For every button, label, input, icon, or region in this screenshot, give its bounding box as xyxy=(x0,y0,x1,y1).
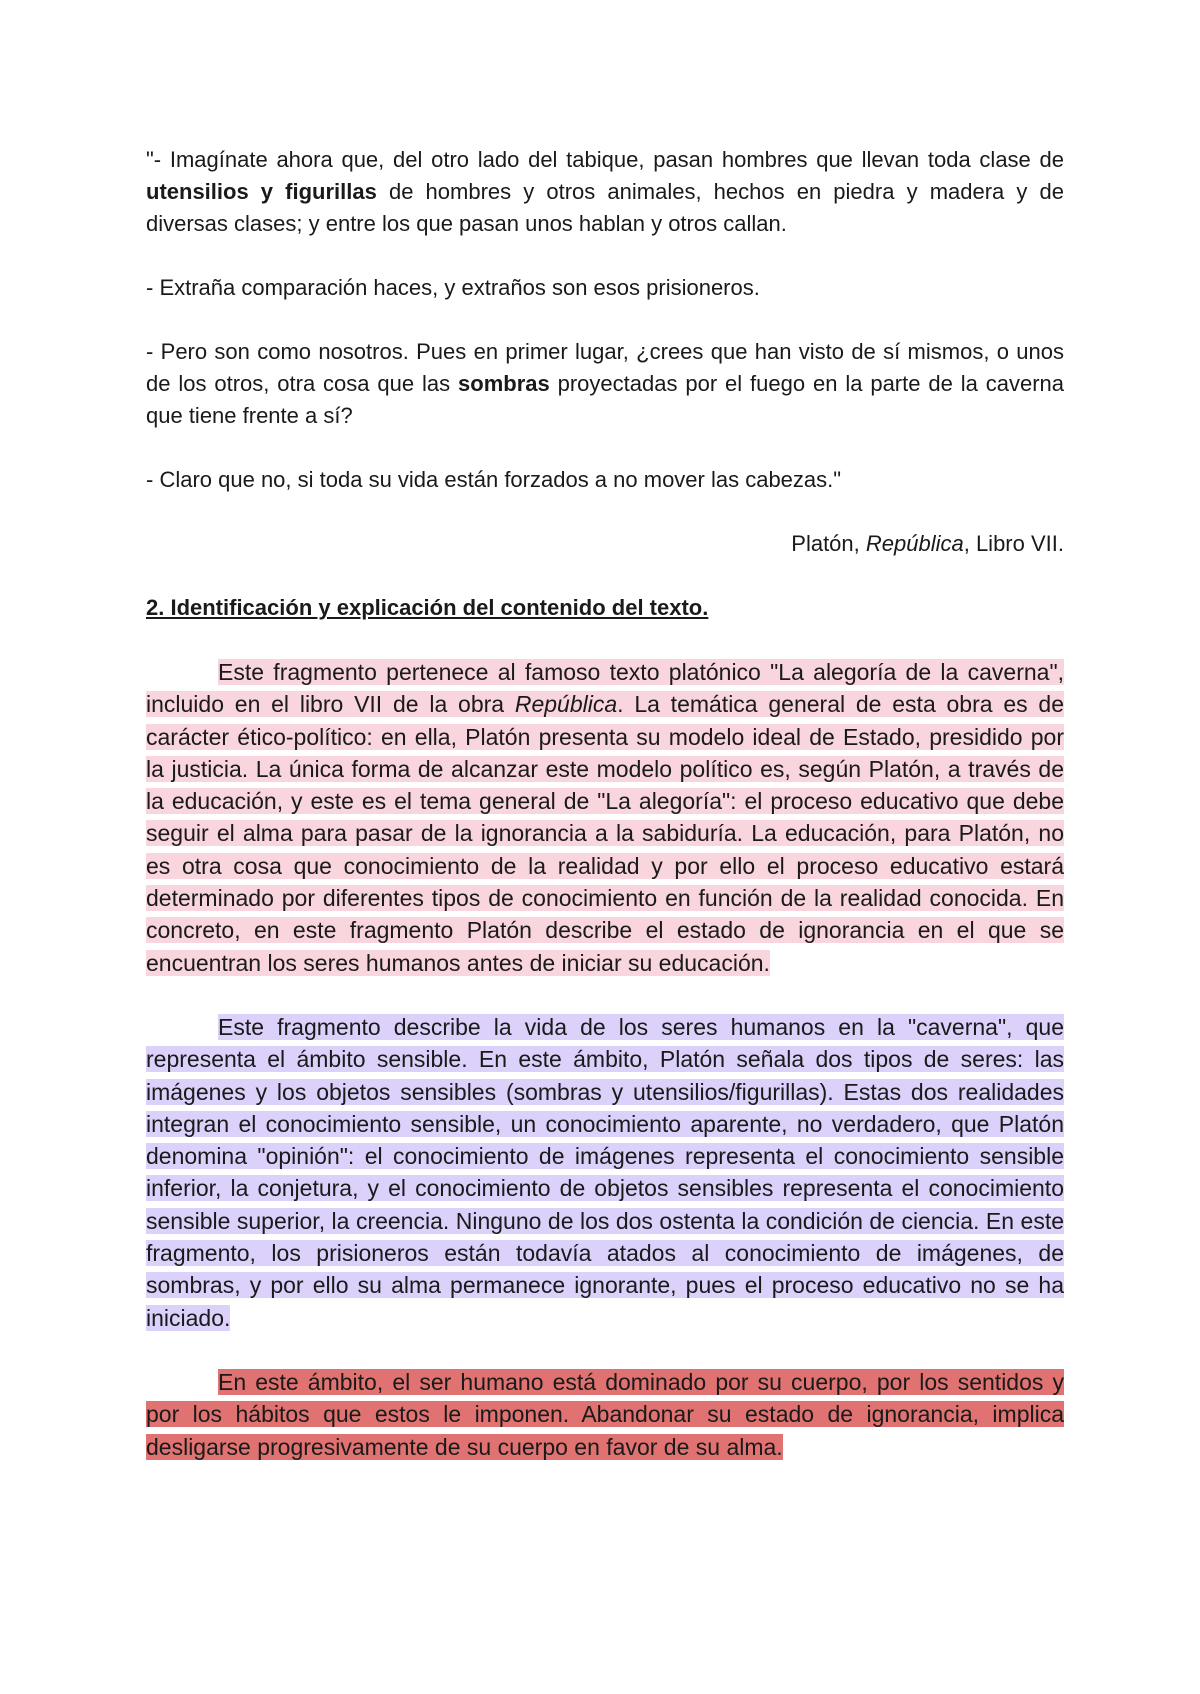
quote-text: "- Imagínate ahora que, del otro lado del tabique, pasan hombres que llevan toda clase de xyxy=(146,147,1064,172)
quote-paragraph-1 xyxy=(146,144,1064,240)
quote-paragraph-3 xyxy=(146,336,1064,432)
blank-line xyxy=(146,624,1064,656)
blank-line xyxy=(146,304,1064,336)
section-heading: 2. Identificación y explicación del contenido del texto. xyxy=(146,595,709,620)
paragraph-text: . La temática general de esta obra es de carácter ético-político: en ella, Platón presenta su modelo ideal de Estado, presidido por la justicia. La única forma de alcanzar este modelo político es, según Platón, a través de la educación, y este es el tema general de "La alegoría": el proceso educativo que debe seguir el alma para pasar de la ignorancia a la sabiduría. La educación, para Platón, no es otra cosa que conocimiento de la realidad y por ello el proceso educativo estará determinado por diferentes tipos de conocimiento en función de la realidad conocida. En concreto, en este fragmento Platón describe el estado de ignorancia en el que se encuentran los seres humanos antes de iniciar su educación. xyxy=(146,691,1064,976)
quote-paragraph-2: - Extraña comparación haces, y extraños son esos prisioneros. xyxy=(146,275,760,300)
quote-text: de hombres y otros animales, hechos en piedra y madera y de diversas clases; y entre los que pasan unos hablan y otros callan. xyxy=(146,179,1064,236)
blank-line xyxy=(146,496,1064,528)
document-body xyxy=(146,144,1064,1463)
bold-phrase: sombras xyxy=(458,371,550,396)
blank-line xyxy=(146,560,1064,592)
quote-text: proyectadas por el fuego en la parte de la caverna que tiene frente a sí? xyxy=(146,371,1064,428)
italic-work-title: República xyxy=(514,691,618,718)
highlighted-paragraph-pink xyxy=(146,656,1064,979)
blank-line xyxy=(146,240,1064,272)
citation-author: Platón, xyxy=(791,531,866,556)
quote-paragraph-4: - Claro que no, si toda su vida están forzados a no mover las cabezas." xyxy=(146,467,842,492)
quote-text: - Pero son como nosotros. Pues en primer lugar, ¿crees que han visto de sí mismos, o unos de los otros, otra cosa que las xyxy=(146,339,1064,396)
citation-work: República xyxy=(865,531,964,556)
blank-line xyxy=(146,1334,1064,1366)
highlighted-paragraph-red xyxy=(146,1366,1064,1463)
highlight-purple: Este fragmento describe la vida de los seres humanos en la "caverna", que representa el ámbito sensible. En este ámbito, Platón señala dos tipos de seres: las imágenes y los objetos sensibles (sombras y utensilios/figurillas). Estas dos realidades integran el conocimiento sensible, un conocimiento aparente, no verdadero, que Platón denomina "opinión": el conocimiento de imágenes representa el conocimiento sensible inferior, la conjetura, y el conocimiento de objetos sensibles representa el conocimiento sensible superior, la creencia. Ninguno de los dos ostenta la condición de ciencia. En este fragmento, los prisioneros están todavía atados al conocimiento de imágenes, de sombras, y por ello su alma permanece ignorante, pues el proceso educativo no se ha iniciado. xyxy=(146,1013,1064,1331)
highlight-pink xyxy=(146,659,1064,976)
paragraph-text: Este fragmento pertenece al famoso texto platónico "La alegoría de la caverna", incluido en el libro VII de la obra xyxy=(146,659,1064,718)
highlighted-paragraph-purple xyxy=(146,1011,1064,1334)
blank-line xyxy=(146,979,1064,1011)
bold-phrase: utensilios y figurillas xyxy=(146,179,377,204)
blank-line xyxy=(146,432,1064,464)
citation-rest: , Libro VII. xyxy=(963,531,1064,556)
highlight-red: En este ámbito, el ser humano está dominado por su cuerpo, por los sentidos y por los hábitos que estos le imponen. Abandonar su estado de ignorancia, implica desligarse progresivamente de su cuerpo en favor de su alma. xyxy=(146,1368,1064,1460)
citation xyxy=(146,528,1064,560)
